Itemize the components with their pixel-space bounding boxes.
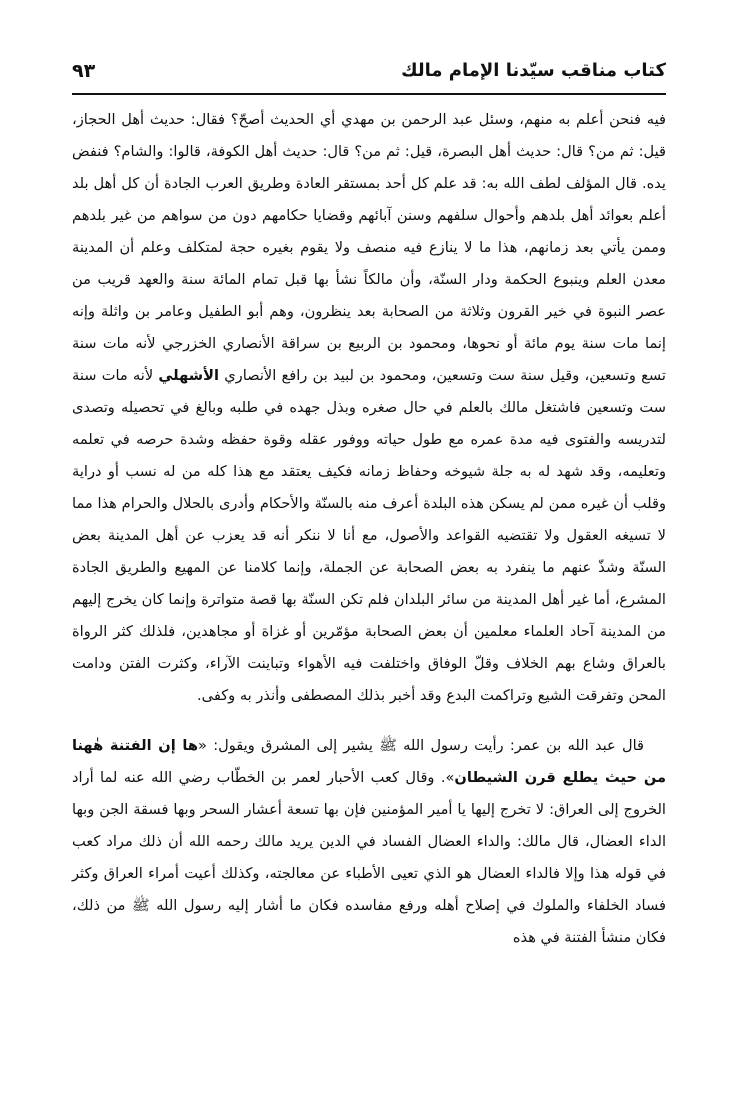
paragraph <box>72 730 666 954</box>
body-text <box>72 104 666 954</box>
text-run: ». وقال كعب الأحبار لعمر بن الخطّاب رضي الله عنه لما أراد الخروج إلى العراق: لا تخرج إليها يا أمير المؤمنين فإن بها تسعة أعشار السحر وبها فسقة الجن وبها الداء العضال، قال مالك: والداء العضال الفساد في الدين يريد مالك رحمه الله أن ذلك مراد كعب في قوله هذا وإلا فالداء العضال هو الذي تعيى الأطباء عن معالجته، وكذلك أعيت أمراء العراق وكثر فساد الخلفاء والملوك في إصلاح أهله ورفع مفاسده فكان ما أشار إليه رسول الله ﷺ من ذلك، فكان منشأ الفتنة في هذه <box>72 769 666 946</box>
running-header <box>72 52 666 92</box>
paragraph <box>72 104 666 712</box>
page-number: ٩٣ <box>72 60 96 82</box>
bold-text-run: الأشهلي <box>158 367 219 384</box>
text-run: فيه فنحن أعلم به منهم، وسئل عبد الرحمن بن مهدي أي الحديث أصحّ؟ فقال: حديث أهل الحجاز، قيل: ثم من؟ قال: حديث أهل البصرة، قيل: ثم من؟ قال: حديث أهل الكوفة، قالوا: والشام؟ فنفض يده. قال المؤلف لطف الله به: قد علم كل أحد بمستقر العادة وطريق العرب الجادة أن كل أهل بلد أعلم بعوائد أهل بلدهم وأحوال سلفهم وسنن آبائهم وقضايا حكامهم دون من سواهم من غير بلدهم وممن يأتي بعد زمانهم، هذا ما لا ينازع فيه منصف ولا يقوم بغيره حجة لمتكلف وعلم أن المدينة معدن العلم وينبوع الحكمة ودار السنّة، وأن مالكاً نشأ بها قبل تمام المائة سنة والعهد قريب من عصر النبوة في خير القرون وثلاثة من الصحابة بعد ينظرون، وهم أبو الطفيل وعامر بن واثلة وإنه إنما مات سنة يوم مائة أو نحوها، ومحمود بن الربيع بن سراقة الأنصاري الخزرجي لأنه مات سنة تسع وتسعين، وقيل سنة ست وتسعين، ومحمود بن لبيد بن رافع الأنصاري <box>72 111 666 384</box>
text-run: قال عبد الله بن عمر: رأيت رسول الله ﷺ يشير إلى المشرق ويقول: « <box>198 737 644 754</box>
text-run: لأنه مات سنة ست وتسعين فاشتغل مالك بالعلم في حال صغره وبذل جهده في طلبه وبالغ في تحصيله وتصدى لتدريسه والفتوى فيه مدة عمره مع طول حياته ووفور عقله وقوة حفظه وشدة حرصه في تعلمه وتعليمه، وقد شهد له به جلة شيوخه وحفاظ زمانه فكيف يعتقد مع هذا كله من له نسب أو دراية وقلب أن غيره ممن لم يسكن هذه البلدة أعرف منه بالسنّة والأحكام وأدرى بالحلال والحرام هذا مما لا تسيغه العقول ولا تقتضيه القواعد والأصول، مع أنا لا ننكر أنه قد يعزب عن أهل المدينة بعض السنّة وشذّ عنهم ما ينفرد به بعض الصحابة عن الجملة، وإنما كلامنا عن المهيع والطريق الجادة المشرع، أما غير أهل المدينة من سائر البلدان فلم تكن السنّة بها قصة متواترة وإنما كان يخرج إليهم من المدينة آحاد العلماء معلمين أن بعض الصحابة مؤمّرين أو غزاة أو مجاهدين، فلذلك كثر الرواة بالعراق وشاع بهم الخلاف وقلّ الوفاق واختلفت فيه الأهواء وتباينت الآراء، وكثرت الفتن ودامت المحن وتفرقت الشيع وتراكمت البدع وقد أخبر بذلك المصطفى وأنذر به وكفى. <box>72 367 666 704</box>
hadith-quote: ها إن الفتنة هٰهنا من حيث يطلع قرن الشيطان <box>72 737 666 786</box>
header-rule <box>72 93 666 95</box>
running-header-title: كتاب مناقب سيّدنا الإمام مالك <box>401 60 666 81</box>
